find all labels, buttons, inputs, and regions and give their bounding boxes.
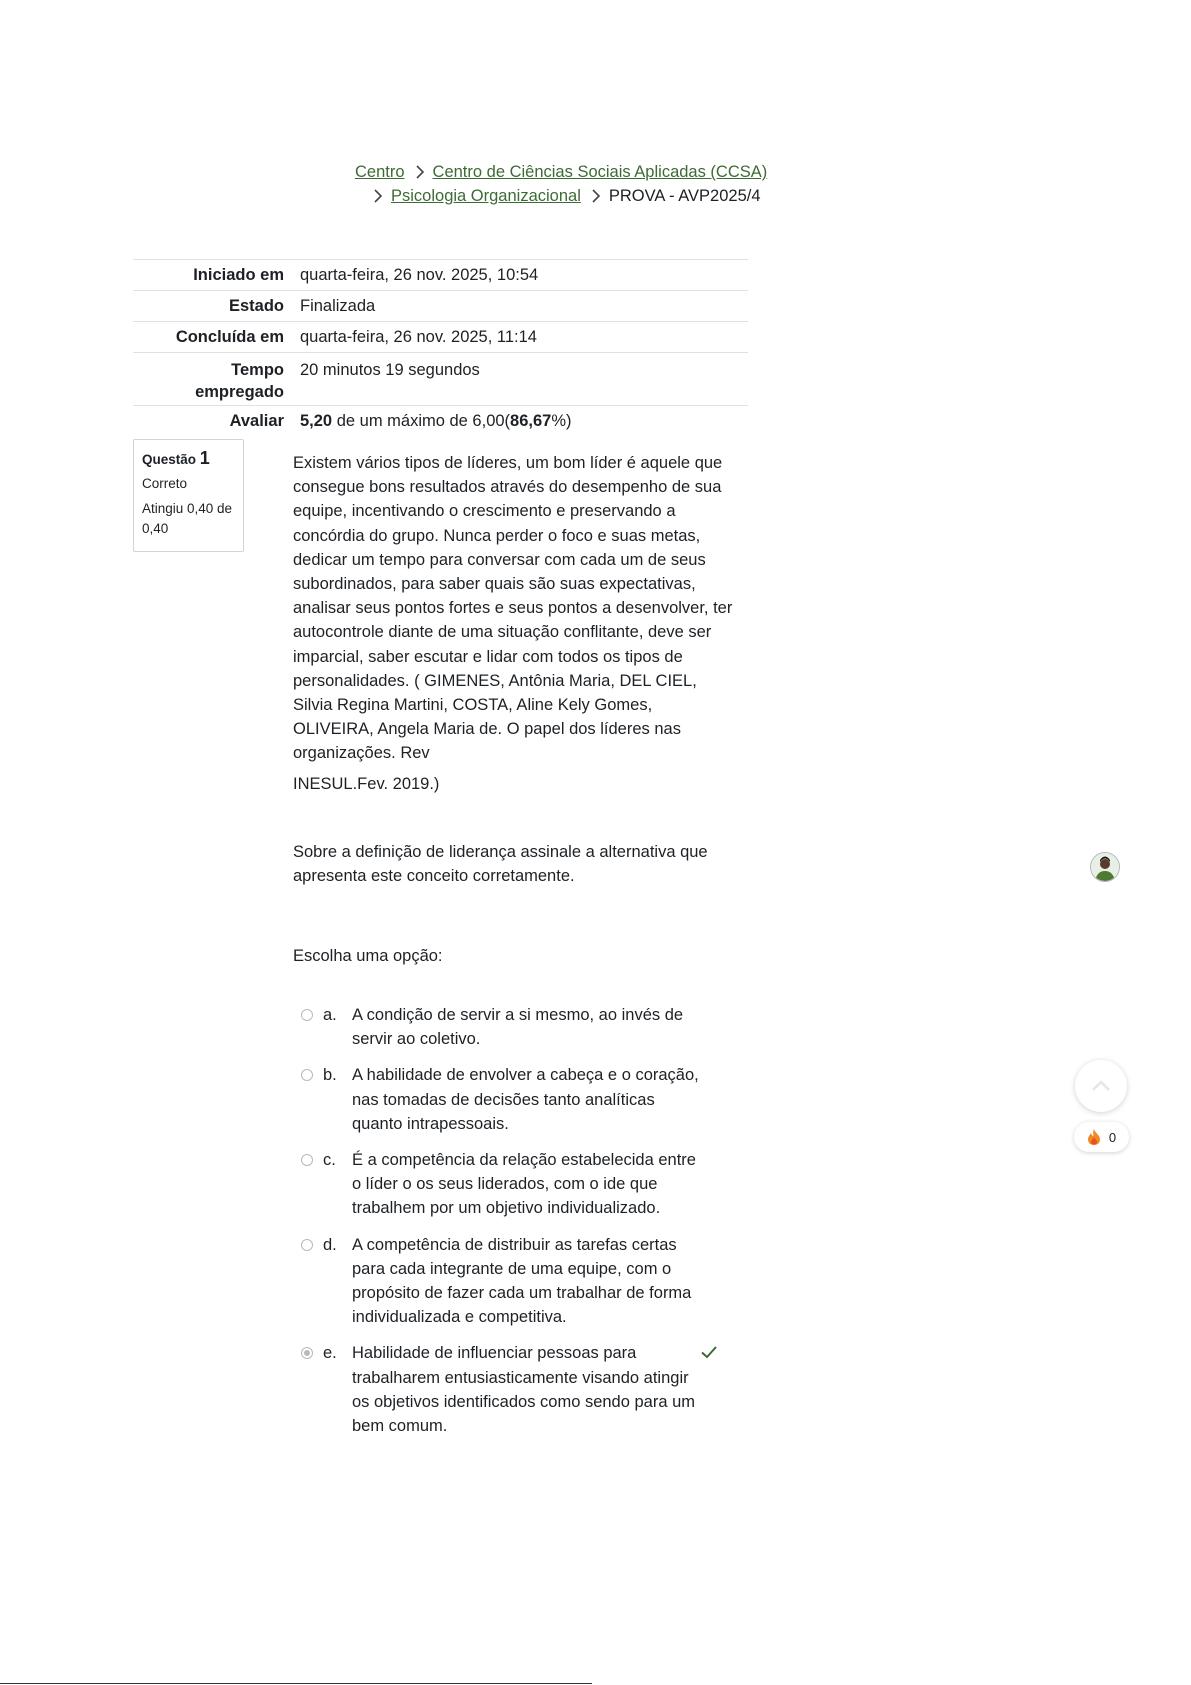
summary-label: Estado [133, 291, 292, 322]
option-text: A habilidade de envolver a cabeça e o coração, nas tomadas de decisões tanto analíticas quanto intrapessoais. [352, 1066, 699, 1133]
breadcrumb [355, 160, 795, 208]
breadcrumb-link-centro[interactable]: Centro [355, 163, 405, 181]
grade-score: 5,20 [300, 412, 333, 430]
option-letter: a. [323, 1006, 337, 1024]
summary-label: Iniciado em [133, 260, 292, 291]
summary-row-state [133, 291, 748, 322]
summary-value: Finalizada [292, 291, 748, 322]
streak-count: 0 [1108, 1129, 1117, 1145]
avatar[interactable] [1090, 852, 1120, 882]
chevron-right-icon [373, 189, 383, 203]
summary-value: 20 minutos 19 segundos [292, 353, 748, 406]
question-paragraph: Sobre a definição de liderança assinale a alternativa que apresenta este conceito corretamente. [293, 842, 708, 886]
radio-button[interactable] [301, 1009, 313, 1021]
radio-button[interactable] [301, 1154, 313, 1166]
option-letter: d. [323, 1235, 337, 1254]
question-label: Questão [142, 452, 200, 467]
answer-option-b[interactable] [301, 1063, 741, 1136]
question-paragraph-end: INESUL.Fev. 2019.) [293, 774, 440, 793]
question-text [293, 451, 733, 968]
question-title [142, 448, 235, 470]
summary-row-started [133, 260, 748, 291]
summary-row-grade [133, 406, 748, 437]
scroll-up-button[interactable] [1075, 1060, 1127, 1112]
answer-options [301, 1003, 741, 1450]
chevron-right-icon [591, 189, 601, 203]
summary-label-line: empregado [195, 383, 284, 401]
breadcrumb-link-ccsa[interactable]: Centro de Ciências Sociais Aplicadas (CCSA) [432, 163, 768, 181]
summary-label-line: Tempo [231, 361, 284, 379]
chevron-right-icon [415, 165, 425, 179]
grade-text: de um máximo de 6,00( [332, 412, 511, 430]
option-letter: e. [323, 1344, 337, 1363]
answer-option-a[interactable] [301, 1003, 741, 1051]
summary-label: Concluída em [133, 322, 292, 353]
summary-value [292, 406, 748, 437]
option-text: A competência de distribuir as tarefas certas para cada integrante de uma equipe, com o propósito de fazer cada um trabalhar de forma individualizada e competitiva. [352, 1235, 692, 1327]
radio-button-selected[interactable] [301, 1347, 313, 1359]
answer-option-e[interactable] [301, 1341, 741, 1438]
question-grade: Atingiu 0,40 de 0,40 [142, 501, 233, 536]
check-icon [700, 1343, 718, 1361]
option-text: Habilidade de influenciar pessoas para trabalharem entusiasticamente visando atingir os objetivos identificados como sendo para um bem comum. [352, 1344, 696, 1436]
question-status: Correto [142, 476, 188, 491]
radio-button[interactable] [301, 1239, 313, 1251]
summary-row-completed [133, 322, 748, 353]
summary-value: quarta-feira, 26 nov. 2025, 10:54 [292, 260, 748, 291]
question-paragraph: Existem vários tipos de líderes, um bom líder é aquele que consegue bons resultados através do desempenho de sua equipe, incentivando o crescimento e preservando a concórdia do grupo. Nunca perder o foco e suas metas, dedicar um tempo para conversar com cada um de seus subordinados, para saber quais são suas expectativas, analisar seus pontos fortes e seus pontos a desenvolver, ter autocontrole diante de uma situação conflitante, deve ser imparcial, saber escutar e lidar com todos os tipos de personalidades. ( GIMENES, Antônia Maria, DEL CIEL, Silvia Regina Martini, COSTA, Aline Kely Gomes, OLIVEIRA, Angela Maria de. O papel dos líderes nas organizações. Rev [293, 454, 733, 763]
answer-option-d[interactable] [301, 1233, 741, 1330]
divider [0, 1683, 592, 1684]
question-number: 1 [199, 448, 210, 468]
answer-option-c[interactable] [301, 1148, 741, 1221]
radio-button[interactable] [301, 1069, 313, 1081]
option-text: É a competência da relação estabelecida entre o líder o os seus liderados, com o ide que trabalhem por um objetivo individualizado. [352, 1151, 696, 1218]
grade-text-end: %) [551, 412, 572, 430]
answer-prompt: Escolha uma opção: [293, 947, 443, 966]
option-letter: c. [323, 1151, 336, 1170]
summary-label: Avaliar [133, 406, 292, 437]
streak-badge[interactable] [1074, 1122, 1129, 1152]
option-letter: b. [323, 1066, 337, 1085]
summary-label [133, 353, 292, 406]
option-text: A condição de servir a si mesmo, ao invés de servir ao coletivo. [352, 1006, 684, 1049]
avatar-image [1091, 853, 1119, 881]
question-info-box [133, 439, 244, 552]
summary-value: quarta-feira, 26 nov. 2025, 11:14 [292, 322, 748, 353]
scroll-up-icon [1090, 1079, 1112, 1093]
breadcrumb-current: PROVA - AVP2025/4 [608, 187, 761, 205]
breadcrumb-link-course[interactable]: Psicologia Organizacional [391, 187, 581, 205]
summary-row-time [133, 353, 748, 406]
flame-icon [1087, 1128, 1101, 1146]
grade-percent: 86,67 [510, 412, 552, 430]
attempt-summary-table [133, 259, 748, 436]
